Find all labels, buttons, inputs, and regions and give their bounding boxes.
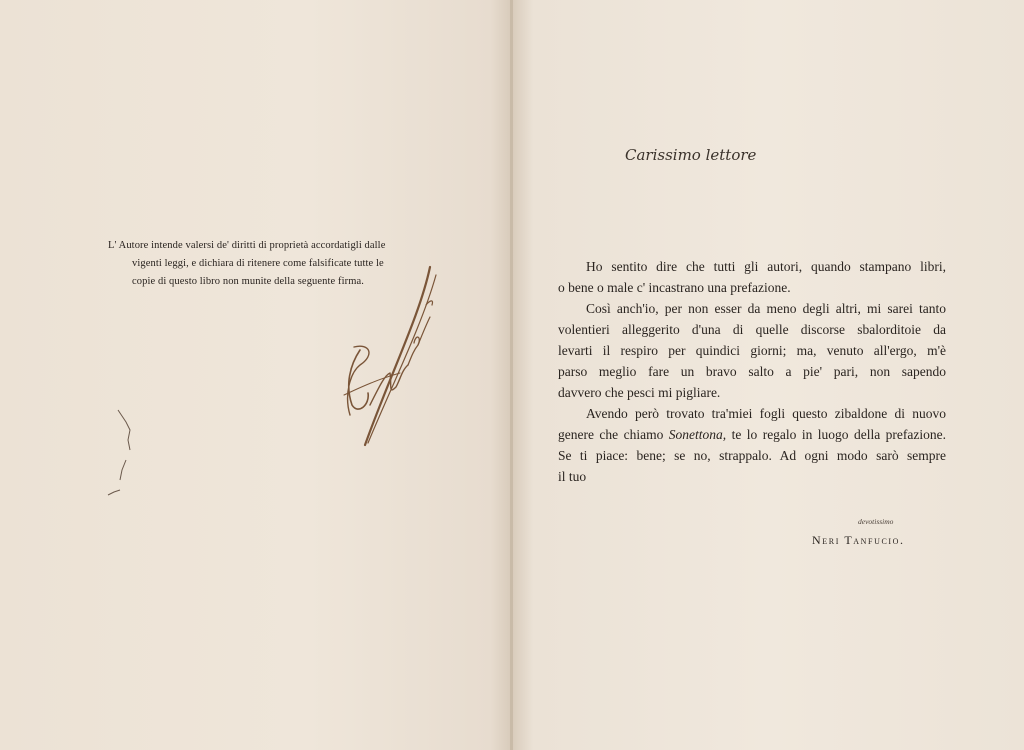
- text-line: Avendo però trovato tra'miei fogli questo zibaldone di nuovo: [586, 406, 946, 421]
- copyright-line: copie di questo libro non munite della seguente firma.: [132, 276, 364, 287]
- text-line: Ho sentito dire che tutti gli autori, quando stampano libri,: [586, 259, 946, 274]
- text-line: o bene o male c' incastrano una prefazione.: [558, 280, 791, 295]
- text-line: il tuo: [558, 469, 587, 484]
- text-segment: genere che chiamo: [558, 427, 664, 442]
- text-line: Se ti piace: bene; se no, strappalo. Ad ogni modo sarò sempre: [558, 448, 946, 463]
- show-through-text: [110, 95, 410, 125]
- copyright-line: vigenti leggi, e dichiara di ritenere come falsificate tutte le: [132, 258, 384, 269]
- book-title-italic: Sonettona,: [668, 427, 727, 442]
- text-line: parso meglio fare un bravo salto a pie' pari, non sapendo: [558, 364, 946, 379]
- text-line: volentieri alleggerito d'una di quelle discorse sbalorditoie da: [558, 322, 946, 337]
- preface-text: [558, 256, 946, 487]
- text-line: levarti il respiro per quindici giorni; ma, venuto all'ergo, m'è: [558, 343, 946, 358]
- salutation: Carissimo lettore: [625, 146, 757, 164]
- text-segment: te lo regalo in luogo della prefazione.: [731, 427, 946, 442]
- text-line: Così anch'io, per non esser da meno degli altri, mi sarei tanto: [586, 301, 946, 316]
- closing-label: devotissimo: [858, 517, 894, 526]
- left-page: [0, 0, 511, 750]
- paper-marks: [100, 400, 160, 510]
- author-name: Neri Tanfucio.: [812, 533, 905, 547]
- text-line: [558, 424, 946, 445]
- author-signature: [330, 255, 460, 455]
- copyright-line: L' Autore intende valersi de' diritti di proprietà accordatigli dalle: [108, 240, 386, 251]
- text-line: davvero che pesci mi pigliare.: [558, 385, 721, 400]
